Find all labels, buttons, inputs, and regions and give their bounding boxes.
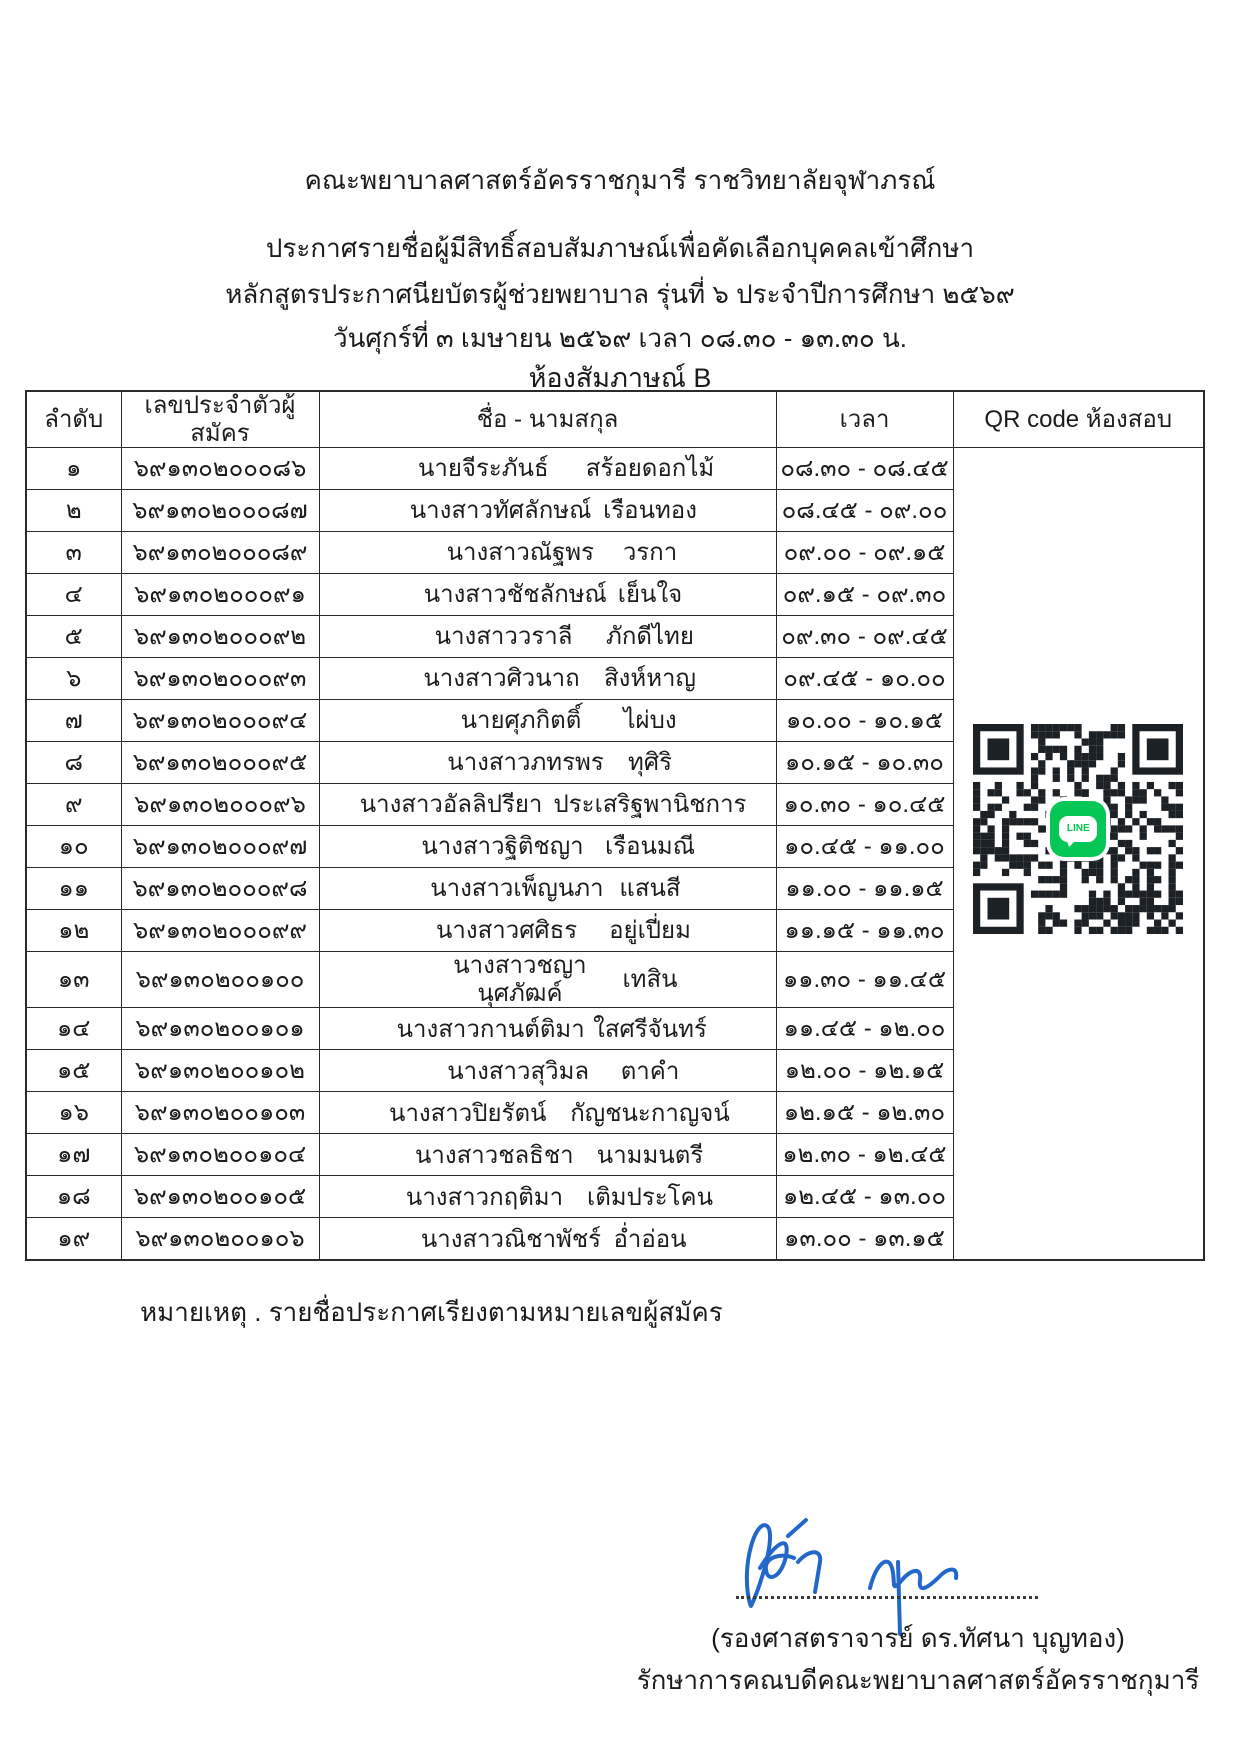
applicant-name bbox=[319, 910, 776, 952]
applicant-id: ๖๙๑๓๐๒๐๐๑๐๖ bbox=[121, 1218, 319, 1261]
row-number: ๙ bbox=[26, 784, 121, 826]
interview-time: ๐๙.๐๐ - ๐๙.๑๕ bbox=[776, 532, 953, 574]
interview-time: ๑๒.๐๐ - ๑๒.๑๕ bbox=[776, 1050, 953, 1092]
applicant-name bbox=[319, 1008, 776, 1050]
interview-time: ๐๘.๔๕ - ๐๙.๐๐ bbox=[776, 490, 953, 532]
applicant-id: ๖๙๑๓๐๒๐๐๑๐๑ bbox=[121, 1008, 319, 1050]
signatory-title: รักษาการคณบดีคณะพยาบาลศาสตร์อัครราชกุมารี bbox=[636, 1665, 1200, 1695]
first-name: นางสาววราลี bbox=[434, 623, 573, 651]
first-name: นายจีระภันธ์ bbox=[417, 455, 549, 483]
applicant-id: ๖๙๑๓๐๒๐๐๐๘๗ bbox=[121, 490, 319, 532]
applicant-name bbox=[319, 1050, 776, 1092]
last-name: สร้อยดอกไม้ bbox=[585, 455, 715, 483]
row-number: ๑๘ bbox=[26, 1176, 121, 1218]
table-row bbox=[26, 448, 1204, 490]
row-number: ๑๒ bbox=[26, 910, 121, 952]
interview-time: ๐๙.๔๕ - ๑๐.๐๐ bbox=[776, 658, 953, 700]
applicant-name bbox=[319, 574, 776, 616]
first-name: นางสาวกฤติมา bbox=[405, 1183, 564, 1211]
row-number: ๑๖ bbox=[26, 1092, 121, 1134]
line-logo-text: LINE bbox=[1066, 823, 1090, 835]
applicant-name bbox=[319, 868, 776, 910]
last-name: แสนสี bbox=[619, 875, 681, 903]
row-number: ๑๔ bbox=[26, 1008, 121, 1050]
signatory-name: (รองศาสตราจารย์ ดร.ทัศนา บุญทอง) bbox=[711, 1623, 1125, 1653]
applicant-id: ๖๙๑๓๐๒๐๐๐๙๕ bbox=[121, 742, 319, 784]
first-name: นางสาวทัศลักษณ์ bbox=[409, 497, 592, 525]
interview-time: ๑๓.๐๐ - ๑๓.๑๕ bbox=[776, 1218, 953, 1261]
column-header-applicant-id: เลขประจำตัวผู้สมัคร bbox=[121, 391, 319, 448]
applicant-id: ๖๙๑๓๐๒๐๐๑๐๒ bbox=[121, 1050, 319, 1092]
last-name: ไผ่บง bbox=[623, 707, 677, 735]
last-name: เรือนทอง bbox=[603, 497, 697, 525]
first-name: นางสาวชลธิชา bbox=[414, 1141, 574, 1169]
last-name: สิงห์หาญ bbox=[604, 665, 696, 693]
row-number: ๑๗ bbox=[26, 1134, 121, 1176]
program-line: หลักสูตรประกาศนียบัตรผู้ช่วยพยาบาล รุ่นที่ ๖ ประจำปีการศึกษา ๒๕๖๙ bbox=[225, 279, 1015, 309]
applicant-name bbox=[319, 490, 776, 532]
interview-time: ๑๑.๑๕ - ๑๑.๓๐ bbox=[776, 910, 953, 952]
applicant-name bbox=[319, 952, 776, 1008]
signature-line bbox=[736, 1596, 1038, 1599]
first-name: นางสาวชัชลักษณ์ bbox=[423, 581, 607, 609]
applicant-id: ๖๙๑๓๐๒๐๐๐๘๖ bbox=[121, 448, 319, 490]
interview-time: ๐๙.๓๐ - ๐๙.๔๕ bbox=[776, 616, 953, 658]
row-number: ๖ bbox=[26, 658, 121, 700]
first-name: นางสาวปิยรัตน์ bbox=[389, 1099, 547, 1127]
first-name: นางสาวศิวนาถ bbox=[423, 665, 580, 693]
applicant-name bbox=[319, 1134, 776, 1176]
interview-time: ๑๒.๔๕ - ๑๓.๐๐ bbox=[776, 1176, 953, 1218]
last-name: กัญชนะกาญจน์ bbox=[570, 1099, 730, 1127]
last-name: ใสศรีจันทร์ bbox=[593, 1015, 707, 1043]
applicant-id: ๖๙๑๓๐๒๐๐๐๙๒ bbox=[121, 616, 319, 658]
interview-time: ๑๐.๓๐ - ๑๐.๔๕ bbox=[776, 784, 953, 826]
first-name: นางสาวกานต์ติมา bbox=[396, 1015, 585, 1043]
row-number: ๑๕ bbox=[26, 1050, 121, 1092]
row-number: ๑๓ bbox=[26, 952, 121, 1008]
interview-time: ๑๑.๔๕ - ๑๒.๐๐ bbox=[776, 1008, 953, 1050]
first-name: นางสาวสุวิมล bbox=[447, 1057, 590, 1085]
applicant-name bbox=[319, 784, 776, 826]
row-number: ๑๑ bbox=[26, 868, 121, 910]
applicant-name bbox=[319, 1218, 776, 1261]
applicant-id: ๖๙๑๓๐๒๐๐๑๐๓ bbox=[121, 1092, 319, 1134]
applicant-name bbox=[319, 616, 776, 658]
first-name: นางสาวณัฐพร bbox=[446, 539, 595, 567]
applicant-id: ๖๙๑๓๐๒๐๐๐๙๖ bbox=[121, 784, 319, 826]
applicant-id: ๖๙๑๓๐๒๐๐๐๙๘ bbox=[121, 868, 319, 910]
interview-time: ๑๐.๐๐ - ๑๐.๑๕ bbox=[776, 700, 953, 742]
interview-time: ๑๑.๐๐ - ๑๑.๑๕ bbox=[776, 868, 953, 910]
first-name: นายศุภกิตติ์ bbox=[460, 707, 582, 735]
last-name: เติมประโคน bbox=[587, 1183, 713, 1211]
interview-time: ๑๒.๓๐ - ๑๒.๔๕ bbox=[776, 1134, 953, 1176]
header-row bbox=[26, 391, 1204, 448]
interview-time: ๑๑.๓๐ - ๑๑.๔๕ bbox=[776, 952, 953, 1008]
applicant-name bbox=[319, 826, 776, 868]
first-name: นางสาวภทรพร bbox=[447, 749, 604, 777]
applicant-id: ๖๙๑๓๐๒๐๐๑๐๐ bbox=[121, 952, 319, 1008]
applicant-name bbox=[319, 700, 776, 742]
first-name: นางสาวศศิธร bbox=[435, 917, 578, 945]
first-name: นางสาวชญานุศภัฒค์ bbox=[453, 952, 587, 1007]
last-name: อ่ำอ่อน bbox=[613, 1225, 687, 1253]
candidate-table-body bbox=[26, 448, 1204, 1261]
exam-room-qr-code bbox=[973, 724, 1183, 934]
interview-time: ๐๙.๑๕ - ๐๙.๓๐ bbox=[776, 574, 953, 616]
interview-time: ๐๘.๓๐ - ๐๘.๔๕ bbox=[776, 448, 953, 490]
interview-time: ๑๐.๔๕ - ๑๑.๐๐ bbox=[776, 826, 953, 868]
applicant-name bbox=[319, 1176, 776, 1218]
row-number: ๓ bbox=[26, 532, 121, 574]
announcement-line: ประกาศรายชื่อผู้มีสิทธิ์สอบสัมภาษณ์เพื่อคัดเลือกบุคคลเข้าศึกษา bbox=[265, 233, 975, 263]
table-header bbox=[26, 391, 1204, 448]
applicant-id: ๖๙๑๓๐๒๐๐๐๙๗ bbox=[121, 826, 319, 868]
last-name: วรกา bbox=[622, 539, 678, 567]
applicant-name bbox=[319, 532, 776, 574]
row-number: ๑๙ bbox=[26, 1218, 121, 1261]
column-header-time: เวลา bbox=[776, 391, 953, 448]
last-name: เย็นใจ bbox=[617, 581, 683, 609]
last-name: อยู่เปี่ยม bbox=[609, 917, 691, 945]
applicant-id: ๖๙๑๓๐๒๐๐๐๙๑ bbox=[121, 574, 319, 616]
applicant-id: ๖๙๑๓๐๒๐๐๐๙๔ bbox=[121, 700, 319, 742]
row-number: ๑๐ bbox=[26, 826, 121, 868]
row-number: ๔ bbox=[26, 574, 121, 616]
last-name: ตาคำ bbox=[620, 1057, 680, 1085]
room-title: ห้องสัมภาษณ์ B bbox=[528, 363, 712, 393]
first-name: นางสาวเพ็ญนภา bbox=[430, 875, 604, 903]
column-header-qr: QR code ห้องสอบ bbox=[953, 391, 1204, 448]
first-name: นางสาวอัลลิปรียา bbox=[359, 791, 543, 819]
footnote: หมายเหตุ . รายชื่อประกาศเรียงตามหมายเลขผู้สมัคร bbox=[140, 1297, 723, 1327]
row-number: ๑ bbox=[26, 448, 121, 490]
first-name: นางสาวณิชาพัชร์ bbox=[420, 1225, 602, 1253]
last-name: เรือนมณี bbox=[605, 833, 695, 861]
interview-time: ๑๒.๑๕ - ๑๒.๓๐ bbox=[776, 1092, 953, 1134]
applicant-name bbox=[319, 658, 776, 700]
applicant-id: ๖๙๑๓๐๒๐๐๐๙๙ bbox=[121, 910, 319, 952]
applicant-id: ๖๙๑๓๐๒๐๐๑๐๕ bbox=[121, 1176, 319, 1218]
row-number: ๘ bbox=[26, 742, 121, 784]
date-time-line: วันศุกร์ที่ ๓ เมษายน ๒๕๖๙ เวลา ๐๘.๓๐ - ๑๓.๓๐ น. bbox=[332, 323, 908, 353]
row-number: ๗ bbox=[26, 700, 121, 742]
line-icon bbox=[1050, 801, 1106, 857]
row-number: ๒ bbox=[26, 490, 121, 532]
applicant-id: ๖๙๑๓๐๒๐๐๑๐๔ bbox=[121, 1134, 319, 1176]
last-name: ภักดีไทย bbox=[606, 623, 694, 651]
applicant-name bbox=[319, 448, 776, 490]
last-name: นามมนตรี bbox=[596, 1141, 704, 1169]
applicant-name bbox=[319, 1092, 776, 1134]
interview-time: ๑๐.๑๕ - ๑๐.๓๐ bbox=[776, 742, 953, 784]
last-name: เทสิน bbox=[622, 965, 678, 993]
applicant-name bbox=[319, 742, 776, 784]
last-name: ประเสริฐพานิชการ bbox=[553, 791, 747, 819]
column-header-name: ชื่อ - นามสกุล bbox=[319, 391, 776, 448]
qr-cell bbox=[953, 448, 1204, 1261]
faculty-title: คณะพยาบาลศาสตร์อัครราชกุมารี ราชวิทยาลัยจุฬาภรณ์ bbox=[304, 165, 936, 195]
first-name: นางสาวฐิติชญา bbox=[421, 833, 584, 861]
candidate-table bbox=[25, 390, 1205, 1261]
applicant-id: ๖๙๑๓๐๒๐๐๐๙๓ bbox=[121, 658, 319, 700]
last-name: ทุศิริ bbox=[628, 749, 672, 777]
column-header-no: ลำดับ bbox=[26, 391, 121, 448]
row-number: ๕ bbox=[26, 616, 121, 658]
applicant-id: ๖๙๑๓๐๒๐๐๐๘๙ bbox=[121, 532, 319, 574]
